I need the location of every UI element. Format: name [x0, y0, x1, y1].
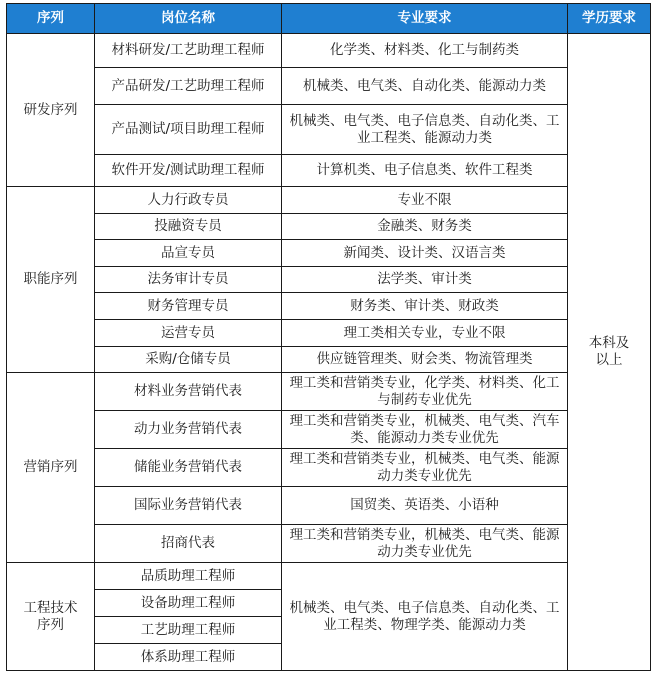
major-cell: 新闻类、设计类、汉语言类	[282, 240, 568, 267]
table-row	[7, 449, 651, 487]
table-row	[7, 187, 651, 214]
position-cell: 材料业务营销代表	[95, 373, 282, 411]
education-value: 本科及以上	[588, 335, 630, 368]
major-cell: 机械类、电气类、电子信息类、自动化类、工业工程类、能源动力类	[282, 105, 568, 155]
sequence-cell: 职能序列	[7, 187, 95, 373]
major-cell: 理工类和营销类专业，机械类、电气类、能源动力类专业优先	[282, 449, 568, 487]
table-row	[7, 347, 651, 373]
major-cell: 理工类和营销类专业，机械类、电气类、能源动力类专业优先	[282, 525, 568, 563]
position-cell: 采购/仓储专员	[95, 347, 282, 373]
major-cell: 理工类相关专业，专业不限	[282, 320, 568, 347]
position-cell: 体系助理工程师	[95, 644, 282, 671]
header-row	[7, 4, 651, 34]
position-cell: 设备助理工程师	[95, 590, 282, 617]
position-cell: 储能业务营销代表	[95, 449, 282, 487]
major-cell: 理工类和营销类专业，化学类、材料类、化工与制药专业优先	[282, 373, 568, 411]
education-cell	[568, 34, 651, 671]
position-cell: 产品测试/项目助理工程师	[95, 105, 282, 155]
sequence-cell: 营销序列	[7, 373, 95, 563]
major-cell: 机械类、电气类、自动化类、能源动力类	[282, 68, 568, 105]
table-row	[7, 34, 651, 68]
header-sequence: 序列	[7, 4, 95, 34]
major-cell: 金融类、财务类	[282, 214, 568, 240]
header-education: 学历要求	[568, 4, 651, 34]
position-cell: 人力行政专员	[95, 187, 282, 214]
table-row	[7, 373, 651, 411]
table-row	[7, 487, 651, 525]
major-cell: 理工类和营销类专业，机械类、电气类、汽车类、能源动力类专业优先	[282, 411, 568, 449]
major-cell: 供应链管理类、财会类、物流管理类	[282, 347, 568, 373]
header-major: 专业要求	[282, 4, 568, 34]
sequence-cell	[7, 563, 95, 671]
position-cell: 材料研发/工艺助理工程师	[95, 34, 282, 68]
position-cell: 动力业务营销代表	[95, 411, 282, 449]
table-row	[7, 240, 651, 267]
table-row	[7, 563, 651, 590]
major-cell: 法学类、审计类	[282, 267, 568, 293]
table-row	[7, 293, 651, 320]
table-row	[7, 525, 651, 563]
position-cell: 软件开发/测试助理工程师	[95, 155, 282, 187]
table-row	[7, 411, 651, 449]
position-cell: 产品研发/工艺助理工程师	[95, 68, 282, 105]
table-row	[7, 105, 651, 155]
table-row	[7, 214, 651, 240]
table-row	[7, 267, 651, 293]
position-cell: 招商代表	[95, 525, 282, 563]
position-cell: 品宣专员	[95, 240, 282, 267]
position-cell: 投融资专员	[95, 214, 282, 240]
recruitment-table	[6, 3, 651, 671]
position-cell: 工艺助理工程师	[95, 617, 282, 644]
position-cell: 国际业务营销代表	[95, 487, 282, 525]
position-cell: 法务审计专员	[95, 267, 282, 293]
position-cell: 品质助理工程师	[95, 563, 282, 590]
major-cell: 专业不限	[282, 187, 568, 214]
header-position: 岗位名称	[95, 4, 282, 34]
major-cell: 计算机类、电子信息类、软件工程类	[282, 155, 568, 187]
table-row	[7, 320, 651, 347]
table-row	[7, 155, 651, 187]
position-cell: 运营专员	[95, 320, 282, 347]
major-cell: 化学类、材料类、化工与制药类	[282, 34, 568, 68]
sequence-cell: 研发序列	[7, 34, 95, 187]
position-cell: 财务管理专员	[95, 293, 282, 320]
major-cell: 国贸类、英语类、小语种	[282, 487, 568, 525]
major-cell: 财务类、审计类、财政类	[282, 293, 568, 320]
major-cell: 机械类、电气类、电子信息类、自动化类、工业工程类、物理学类、能源动力类	[282, 563, 568, 671]
sequence-label: 工程技术序列	[23, 599, 78, 633]
table-row	[7, 68, 651, 105]
